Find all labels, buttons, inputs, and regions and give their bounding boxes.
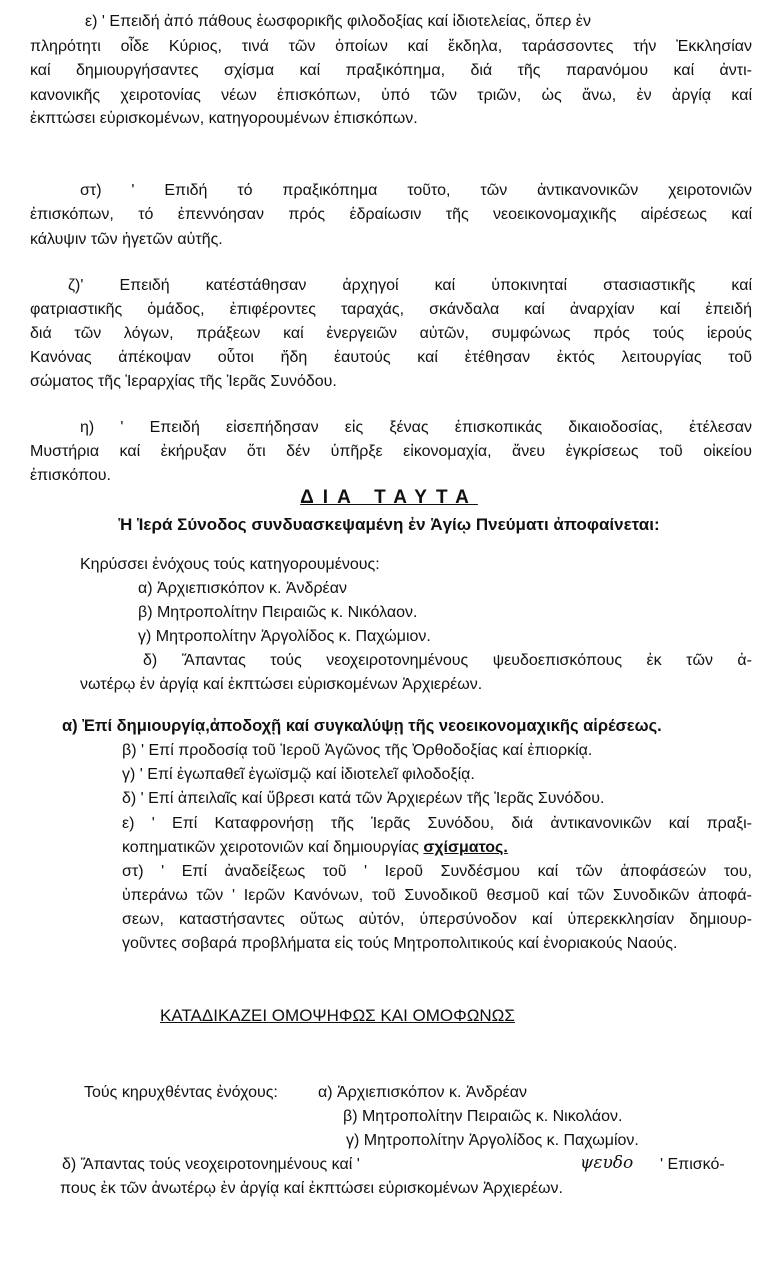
declares-item: γ) Μητροπολίτην Ἀργολίδος κ. Παχώμιον. xyxy=(138,628,431,645)
charge-text-underlined: σχίσματος. xyxy=(423,839,508,856)
para-z-line: Κανόνας ἀπέκοψαν οὗτοι ἤδη ἑαυτούς καί ἐτέθησαν ἐκτός λειτουργίας τοῦ xyxy=(30,349,752,366)
heading-dia-tauta: ΔΙΑ ΤΑΥΤΑ xyxy=(300,487,478,508)
para-h-line: ἐπισκόπου. xyxy=(30,467,111,484)
para-st-line: στ) ' Επιδή τό πραξικόπημα τοῦτο, τῶν ἀντικανονικῶν χειροτονιῶν xyxy=(80,182,752,199)
condemned-item: ' Επισκό- xyxy=(660,1156,725,1173)
declares-item: νωτέρῳ ἐν ἀργίᾳ καί ἐκπτώσει εὑρισκομένων Ἀρχιερέων. xyxy=(80,676,483,693)
para-z-line: ζ)' Επειδή κατέστάθησαν ἀρχηγοί καί ὑποκινηταί στασιαστικῆς καί xyxy=(68,277,752,294)
charge-item: ε) ' Επί Καταφρονήσῃ τῆς Ἱερᾶς Συνόδου, διά ἀντικανονικῶν καί πραξι- xyxy=(122,815,752,832)
declares-intro: Κηρύσσει ἐνόχους τούς κατηγορουμένους: xyxy=(80,556,380,573)
para-e-line: καί δημιουργήσαντες σχίσμα καί πραξικόπημα, διά τῆς παρανόμου καί ἀντι- xyxy=(30,62,752,79)
para-h-line: Μυστήρια καί ἐκήρυξαν ὅτι δέν ὑπῆρξε εἰκονομαχία, ἄνευ ἐγκρίσεως τοῦ οἰκείου xyxy=(30,443,752,460)
subheading: Ἡ Ἱερά Σύνοδος συνδυασκεψαμένη ἐν Ἁγίῳ Πνεύματι ἀποφαίνεται: xyxy=(118,515,660,534)
declares-item: α) Ἀρχιεπισκόπον κ. Ἀνδρέαν xyxy=(138,580,347,597)
para-h-line: η) ' Επειδή εἰσεπήδησαν εἰς ξένας ἐπισκοπικάς δικαιοδοσίας, ἐτέλεσαν xyxy=(80,419,752,436)
declares-item: β) Μητροπολίτην Πειραιῶς κ. Νικόλαον. xyxy=(138,604,418,621)
para-z-line: σώματος τῆς Ἱεραρχίας τῆς Ἱερᾶς Συνόδου. xyxy=(30,373,337,390)
condemned-item: α) Ἀρχιεπισκόπον κ. Ἀνδρέαν xyxy=(318,1084,527,1101)
condemned-item: δ) Ἅπαντας τούς νεοχειροτονημένους καί ' xyxy=(62,1156,360,1173)
charge-item: σεων, καταστήσαντες οὕτως αὐτόν, ὑπερσύνοδον καί ὑπερεκκλησίαν δημιουρ- xyxy=(122,911,752,928)
para-e-line: κανονικῆς χειροτονίας νέων ἐπισκόπων, ὑπό τῶν τριῶν, ὡς ἄνω, ἐν ἀργίᾳ καί xyxy=(30,87,752,104)
charge-item: α) Ἐπί δημιουργίᾳ,ἀποδοχῇ καί συγκαλύψῃ τῆς νεοεικονομαχικῆς αἱρέσεως. xyxy=(62,717,662,735)
condemned-item: γ) Μητροπολίτην Ἀργολίδος κ. Παχωμίον. xyxy=(346,1132,639,1149)
para-st-line: κάλυψιν τῶν ἡγετῶν αὐτῆς. xyxy=(30,231,223,248)
para-z-line: διά τῶν λόγων, πράξεων καί ἐνεργειῶν αὐτῶν, συμφώνως πρός τούς ἱερούς xyxy=(30,325,752,342)
charge-item: γοῦντες σοβαρά προβλήματα εἰς τούς Μητροπολιτικούς καί ἐνοριακούς Ναούς. xyxy=(122,935,678,952)
charge-item: δ) ' Επί ἀπειλαῖς καί ὕβρεσι κατά τῶν Ἀρχιερέων τῆς Ἱερᾶς Συνόδου. xyxy=(122,790,605,807)
para-e-line: πληρότητι οἶδε Κύριος, τινά τῶν ὁποίων καί ἔκδηλα, ταράσσοντες τήν Ἐκκλησίαν xyxy=(30,38,752,55)
condemned-item: πους ἐκ τῶν ἀνωτέρῳ ἐν ἀργίᾳ καί ἐκπτώσει εὑρισκομένων Ἀρχιερέων. xyxy=(60,1180,563,1197)
handwritten-annotation: ψευδο xyxy=(580,1153,634,1173)
para-st-line: ἐπισκόπων, τό ἐπεννόησαν πρός ἑδραίωσιν τῆς νεοεικονομαχικῆς αἱρέσεως καί xyxy=(30,206,752,223)
charge-item: β) ' Επί προδοσίᾳ τοῦ Ἱεροῦ Ἀγῶνος τῆς Ὀρθοδοξίας καί ἐπιορκίᾳ. xyxy=(122,742,593,759)
para-e-line: ἐκπτώσει εὑρισκομένων, κατηγορουμένων ἐπισκόπων. xyxy=(30,110,418,127)
condemned-intro: Τούς κηρυχθέντας ἐνόχους: xyxy=(84,1084,278,1101)
charge-item: ὑπεράνω τῶν ' Ιερῶν Κανόνων, τοῦ Συνοδικοῦ θεσμοῦ καί τῶν Συνοδικῶν ἀποφά- xyxy=(122,887,752,904)
charge-item: στ) ' Επί ἀναδείξεως τοῦ ' Ιεροῦ Συνδέσμου καί τῶν ἀποφάσεών του, xyxy=(122,863,752,880)
para-e-line: ε) ' Επειδή ἀπό πάθους ἑωσφορικῆς φιλοδοξίας καί ἰδιοτελείας, ὅπερ ἐν xyxy=(85,13,591,30)
heading-condemns: ΚΑΤΑΔΙΚΑΖΕΙ ΟΜΟΨΗΦΩΣ ΚΑΙ ΟΜΟΦΩΝΩΣ xyxy=(160,1006,515,1025)
charge-item: γ) ' Επί ἐγωπαθεῖ ἐγωϊσμῷ καί ἰδιοτελεῖ φιλοδοξίᾳ. xyxy=(122,766,475,783)
condemned-item: β) Μητροπολίτην Πειραιῶς κ. Νικολάον. xyxy=(343,1108,623,1125)
charge-text: κοπηματικῶν χειροτονιῶν καί δημιουργίας xyxy=(122,839,419,856)
charge-item xyxy=(122,838,752,858)
para-z-line: φατριαστικῆς ὁμάδος, ἐπιφέροντες ταραχάς, σκάνδαλα καί ἀναρχίαν καί ἐπειδή xyxy=(30,301,752,318)
declares-item: δ) Ἅπαντας τούς νεοχειροτονημένους ψευδοεπισκόπους ἐκ τῶν ἀ- xyxy=(143,652,752,669)
